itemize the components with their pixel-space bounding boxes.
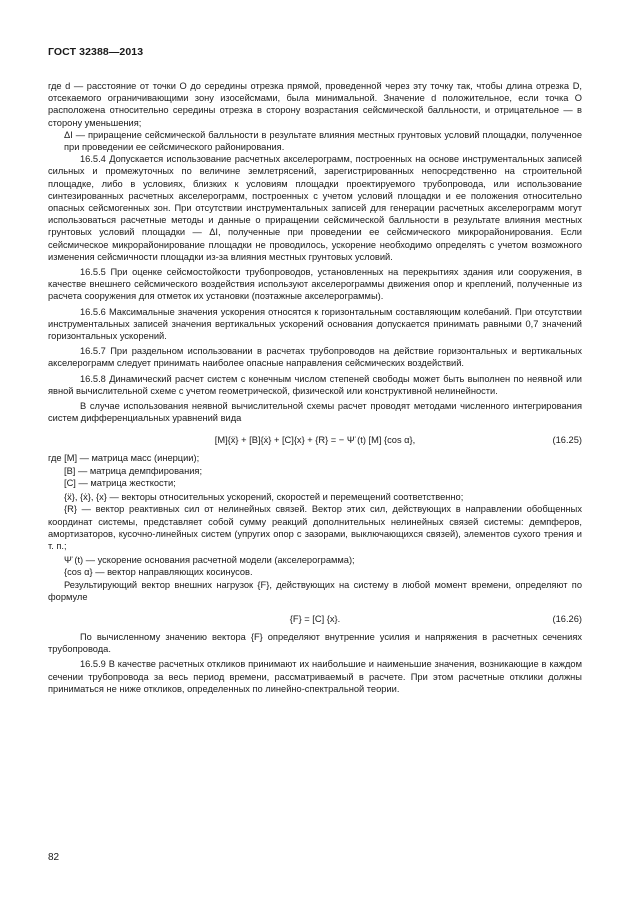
paragraph-delta-i: ΔI — приращение сейсмической балльности в результате влияния местных грунтовых условий площадки, полученное при проведении ее сейсмического районирования. [64, 129, 582, 153]
formula-16-26-expression: {F} = [C] {x}. [289, 613, 341, 624]
formula-16-25-expression: [M]{ẍ} + [B]{ẋ} + [C]{x} + {R} = − Ψ̈ (t) [M] {cos α}, [214, 435, 416, 446]
paragraph-resulting-vector: Результирующий вектор внешних нагрузок {F}, действующих на систему в любой момент времени, определяют по формуле [48, 579, 582, 602]
definition-vectors: {ẍ}, {ẋ}, {x} — векторы относительных ускорений, скоростей и перемещений соответственно; [64, 492, 464, 503]
document-body [48, 80, 582, 695]
paragraph-16-5-7: 16.5.7 При раздельном использовании в расчетах трубопроводов на действие горизонтальных и вертикальных акселерограмм следует принимать наиболее опасные направления сейсмических воздействий. [48, 346, 582, 369]
formula-16-26 [48, 609, 582, 629]
paragraph-16-5-4: 16.5.4 Допускается использование расчетных акселерограмм, построенных на основе инструментальных записей сильных и промежуточных по величине землетрясений, зарегистрированных непосредственно на строительной площадке, либо в условиях, близких к условиям площадки проектируемого трубопровода, или использование синтезированных расчетных акселерограмм, построенных с учетом условий площадки и ее положения относительно опасных сейсмогенных зон. При отсутствии инструментальных записей для генерации расчетных акселерограмм могут использоваться расчетные методы и данные о приращении сейсмической балльности в результате влияния местных грунтовых условий площадки — ΔI, полученные при проведении ее сейсмического микрорайонирования. Если сейсмическое микрорайонирование площадки не проводилось, ускорение необходимо определять с учетом возможного изменения сейсмичности площадки из-за влияния местных грунтовых условий. [48, 154, 582, 262]
paragraph-16-5-5: 16.5.5 При оценке сейсмостойкости трубопроводов, установленных на перекрытиях здания или сооружения, в качестве внешнего сейсмического воздействия используют акселерограммы движения опор и креплений, полученные из расчета сооружения для отметок их установки (поэтажные акселерограммы). [48, 267, 582, 302]
document-header: ГОСТ 32388—2013 [48, 46, 144, 58]
paragraph-internal-forces: По вычисленному значению вектора {F} определяют внутренние усилия и напряжения в расчетных сечениях трубопровода. [48, 631, 582, 655]
formula-16-26-number: (16.26) [552, 613, 582, 624]
definition-direction-cosines: {cos α} — вектор направляющих косинусов. [64, 567, 253, 578]
definition-base-acceleration: Ψ̈ (t) — ускорение основания расчетной модели (акселерограмма); [64, 555, 355, 566]
definition-mass-matrix: где [M] — матрица масс (инерции); [48, 453, 200, 464]
paragraph-implicit-scheme: В случае использования неявной вычислительной схемы расчет проводят методами численного интегрирования систем дифференциальных уравнений вида [48, 401, 582, 424]
formula-16-25 [48, 430, 582, 450]
definition-reaction-vector: {R} — вектор реактивных сил от нелинейных связей. Вектор этих сил, действующих в направлении обобщенных координат системы, представляет собой сумму реакций дополнительных нелинейных связей системы: демпферов, амортизаторов, кусочно-линейных систем (упругих опор с зазорами, выключающихся связей), элементов сухого трения и т. п.; [48, 504, 582, 551]
definition-stiffness-matrix: [C] — матрица жесткости; [64, 477, 176, 488]
paragraph-d-definition: где d — расстояние от точки O до середины отрезка прямой, проведенной через эту точку так, чтобы длина отрезка D, отсекаемого ограничивающими зону изосейсмами, была минимальной. Значение d положительное, если точка O расположена относительно середины отрезка в сторону возрастания сейсмической балльности, и отрицательное — в сторону уменьшения; [48, 81, 582, 128]
paragraph-16-5-9: 16.5.9 В качестве расчетных откликов принимают их наибольшие и наименьшие значения, возникающие в каждом сечении трубопровода за весь период времени, рассматриваемый в расчете. При этом расчетные отклики должны приниматься не ниже откликов, определенных по линейно-спектральной теории. [48, 659, 582, 694]
paragraph-16-5-8: 16.5.8 Динамический расчет систем с конечным числом степеней свободы может быть выполнен по неявной или явной вычислительной схеме с учетом геометрической, физической или конструктивной нелинейности. [48, 373, 582, 396]
definition-damping-matrix: [B] — матрица демпфирования; [64, 465, 203, 476]
paragraph-16-5-6: 16.5.6 Максимальные значения ускорения относятся к горизонтальным составляющим колебаний. При отсутствии инструментальных записей значения вертикальных ускорений основания допускается принимать равными 0,7 значений горизонтальных ускорений. [48, 306, 582, 342]
page-number: 82 [48, 852, 60, 863]
formula-16-25-number: (16.25) [552, 435, 582, 446]
